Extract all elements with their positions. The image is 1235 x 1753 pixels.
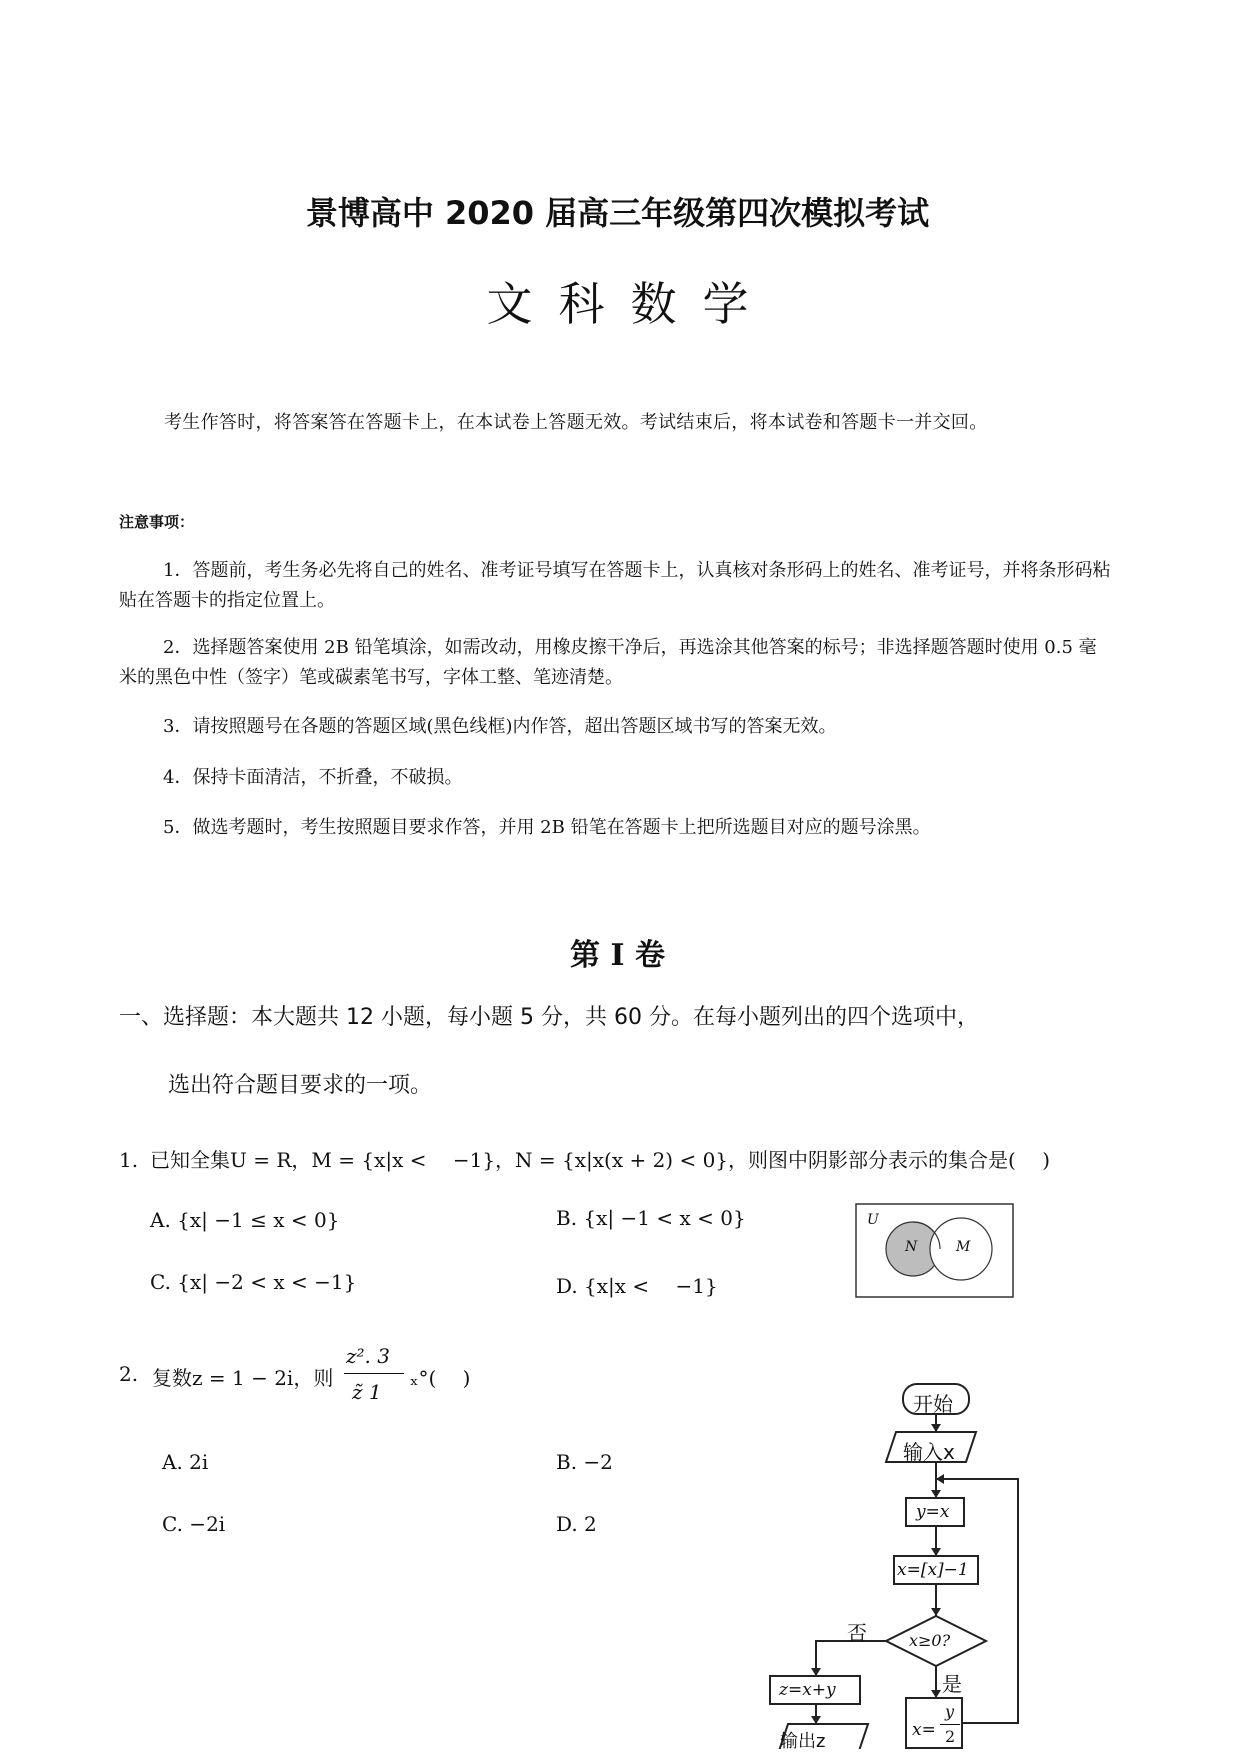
flowchart-half-label: x= xyxy=(912,1720,936,1740)
q2-stem-end: ₓ°( ) xyxy=(410,1366,471,1390)
section-title: 第 I 卷 xyxy=(570,938,665,973)
q1-option-a: A. {x| −1 ≤ x < 0} xyxy=(150,1208,340,1232)
flowchart-assign-y: y=x xyxy=(916,1502,950,1522)
flowchart-assign-x: x=[x]−1 xyxy=(897,1560,969,1580)
note-item: 2．选择题答案使用 2B 铅笔填涂，如需改动，用橡皮擦干净后，再选涂其他答案的标号；非选择题答题时使用 0.5 毫米的黑色中性（签字）笔或碳素笔书写，字体工整、笔迹清楚。 xyxy=(119,637,1097,688)
venn-label-n: N xyxy=(905,1239,918,1255)
part-instructions: 一、选择题：本大题共 12 小题，每小题 5 分，共 60 分。在每小题列出的四个选项中， xyxy=(119,1005,979,1030)
q1-option-c: C. {x| −2 < x < −1} xyxy=(150,1270,357,1294)
note-item: 5．做选考题时，考生按照题目要求作答，并用 2B 铅笔在答题卡上把所选题目对应的题号涂黑。 xyxy=(163,817,931,838)
note-item: 3．请按照题号在各题的答题区域(黑色线框)内作答，超出答题区域书写的答案无效。 xyxy=(163,716,837,737)
q1-stem: 已知全集U = R，M = {x|x < −1}，N = {x|x(x + 2) < 0}，则图中阴影部分表示的集合是( ) xyxy=(150,1148,1050,1172)
venn-label-m: M xyxy=(956,1239,971,1255)
note-item: 4．保持卡面清洁，不折叠，不破损。 xyxy=(163,767,463,788)
flowchart-output: 输出z xyxy=(780,1731,826,1752)
q1-number: 1. xyxy=(119,1148,139,1172)
q2-stem: 复数z = 1 − 2i，则 xyxy=(152,1366,334,1390)
part-instructions-cont: 选出符合题目要求的一项。 xyxy=(168,1073,433,1098)
q2-option-b: B. −2 xyxy=(556,1450,613,1474)
q2-option-d: D. 2 xyxy=(556,1512,597,1536)
flowchart-half-bar xyxy=(940,1724,960,1725)
q1-option-d: D. {x|x < −1} xyxy=(556,1274,718,1298)
flowchart-input: 输入x xyxy=(903,1440,955,1464)
q2-option-c: C. −2i xyxy=(162,1512,226,1536)
flowchart-condition: x≥0? xyxy=(909,1631,951,1650)
q2-number: 2. xyxy=(119,1362,139,1386)
exam-title: 景博高中 2020 届高三年级第四次模拟考试 xyxy=(305,194,930,232)
q2-fraction-denominator: z̃ 1 xyxy=(352,1380,382,1404)
flowchart-no-label: 否 xyxy=(847,1621,867,1645)
flowchart-z-assign: z=x+y xyxy=(779,1680,836,1700)
flowchart-half-denominator: 2 xyxy=(945,1727,956,1746)
flowchart-start: 开始 xyxy=(913,1392,953,1416)
exam-intro: 考生作答时，将答案答在答题卡上，在本试卷上答题无效。考试结束后，将本试卷和答题卡一并交回。 xyxy=(164,412,988,433)
q1-option-b: B. {x| −1 < x < 0} xyxy=(556,1206,746,1230)
venn-label-u: U xyxy=(867,1212,879,1228)
notes-heading: 注意事项： xyxy=(119,513,195,531)
exam-subject: 文科数学 xyxy=(486,277,775,331)
flowchart-yes-label: 是 xyxy=(942,1672,962,1696)
q2-fraction-numerator: z². 3 xyxy=(346,1344,390,1368)
q2-option-a: A. 2i xyxy=(162,1450,209,1474)
q2-fraction-bar xyxy=(344,1373,404,1374)
flowchart-half-numerator: y xyxy=(945,1702,955,1721)
venn-diagram xyxy=(855,1203,1015,1299)
note-item: 1．答题前，考生务必先将自己的姓名、准考证号填写在答题卡上，认真核对条形码上的姓名、准考证号，并将条形码粘贴在答题卡的指定位置上。 xyxy=(119,560,1111,611)
